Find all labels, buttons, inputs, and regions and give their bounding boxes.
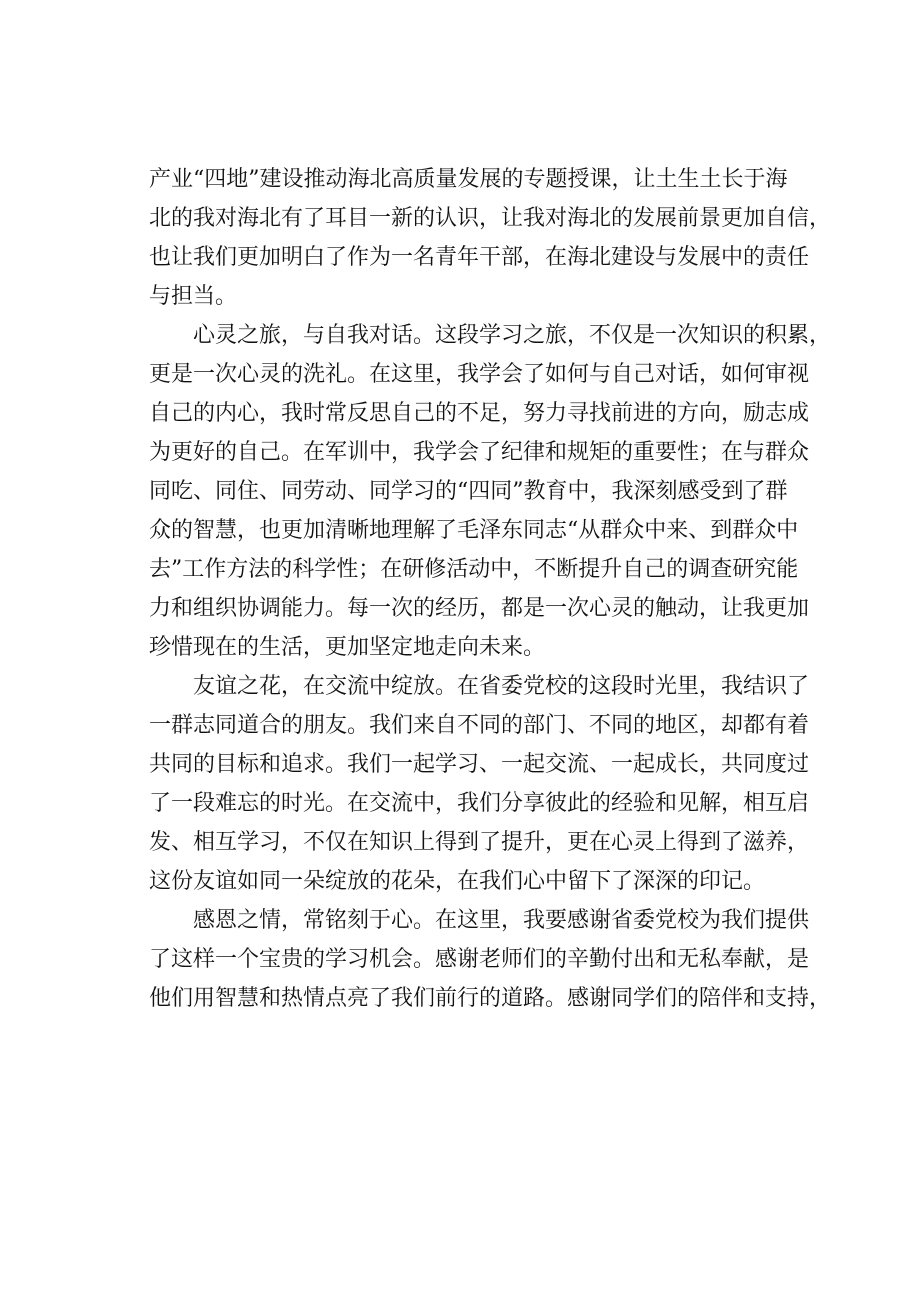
text-line: 为更好的自己。在军训中，我学会了纪律和规矩的重要性；在与群众 xyxy=(149,440,810,465)
text-line: 也让我们更加明白了作为一名青年干部，在海北建设与发展中的责任 xyxy=(149,245,810,270)
text-line: 了这样一个宝贵的学习机会。感谢老师们的辛勤付出和无私奉献，是 xyxy=(149,947,810,972)
text-line: 产业“四地”建设推动海北高质量发展的专题授课，让土生土长于海 xyxy=(149,167,788,192)
text-line: 一群志同道合的朋友。我们来自不同的部门、不同的地区，却都有着 xyxy=(149,713,810,738)
text-line: 他们用智慧和热情点亮了我们前行的道路。感谢同学们的陪伴和支持， xyxy=(149,986,832,1011)
text-line: 感恩之情，常铭刻于心。在这里，我要感谢省委党校为我们提供 xyxy=(193,908,810,933)
text-line: 珍惜现在的生活，更加坚定地走向未来。 xyxy=(149,635,546,660)
text-line: 共同的目标和追求。我们一起学习、一起交流、一起成长，共同度过 xyxy=(149,752,810,777)
text-line: 去”工作方法的科学性；在研修活动中，不断提升自己的调查研究能 xyxy=(149,557,799,582)
text-line: 众的智慧，也更加清晰地理解了毛泽东同志“从群众中来、到群众中 xyxy=(149,518,799,543)
text-line: 自己的内心，我时常反思自己的不足，努力寻找前进的方向，励志成 xyxy=(149,401,810,426)
text-line: 同吃、同住、同劳动、同学习的“四同”教育中，我深刻感受到了群 xyxy=(149,479,788,504)
text-line: 力和组织协调能力。每一次的经历，都是一次心灵的触动，让我更加 xyxy=(149,596,810,621)
text-line: 心灵之旅，与自我对话。这段学习之旅，不仅是一次知识的积累， xyxy=(193,323,832,348)
text-line: 发、相互学习，不仅在知识上得到了提升，更在心灵上得到了滋养， xyxy=(149,830,810,855)
text-line: 更是一次心灵的洗礼。在这里，我学会了如何与自己对话，如何审视 xyxy=(149,362,810,387)
text-line: 友谊之花，在交流中绽放。在省委党校的这段时光里，我结识了 xyxy=(193,674,810,699)
text-line: 这份友谊如同一朵绽放的花朵，在我们心中留下了深深的印记。 xyxy=(149,869,766,894)
text-line: 与担当。 xyxy=(149,284,238,309)
body-text xyxy=(149,160,832,1018)
text-line: 了一段难忘的时光。在交流中，我们分享彼此的经验和见解，相互启 xyxy=(149,791,810,816)
text-line: 北的我对海北有了耳目一新的认识，让我对海北的发展前景更加自信， xyxy=(149,206,832,231)
